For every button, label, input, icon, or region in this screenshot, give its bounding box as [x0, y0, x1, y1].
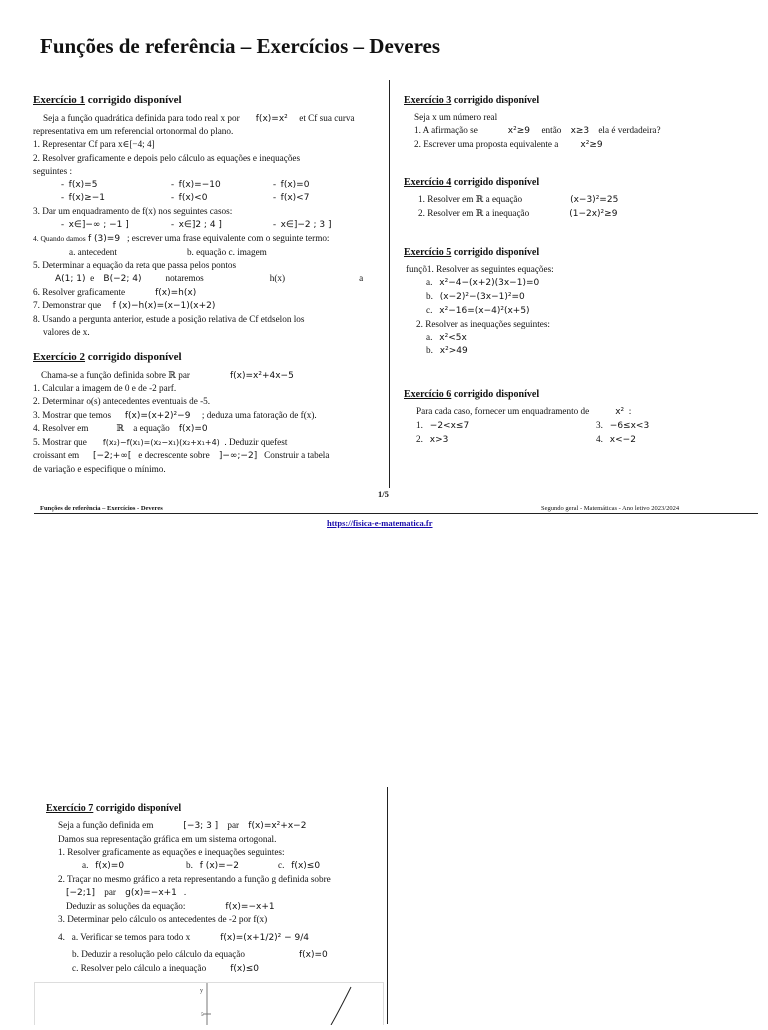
y-tick-label: 5 — [201, 1013, 204, 1018]
exercise-1-heading: Exercício 1 corrigido disponível — [33, 94, 182, 106]
exercise-3: Exercício 3 corrigido disponível Seja x um número real 1. A afirmação se x²≥9 então x≥3 ela é verdadeira? 2. Escrever uma proposta equivalente a x²≥9 — [404, 94, 754, 152]
exercise-1: Exercício 1 corrigido disponível Seja a função quadrática definida para todo real x por f(x)=x² et Cf sua curva representativa em um referencial ortonormal do plano. 1. Representar Cf para x∈[−4; 4] 2. Resolver graficamente e depois pelo cálculo as equações e inequações seguintes : - f(x)=5 - f(x)=−10 - f(x)=0 - f(x)≥−1 - f(x)<0 - f(x)<7 3. Dar um enquadramento de f(x) nos seguintes casos: - x∈]−∞ ; −1 ] - x∈]2 ; 4 ] - x∈]−2 ; 3 ] 4. Quando damos f (3)=9 ; escrever uma frase equivalente com o seguinte termo: a. antecedent b. equação c. imagem 5. Determinar a equação da reta que passa pelos pontos A(1; 1) e B(−2; 4) notaremos h(x) a 6. Resolver graficamente f(x)=h(x) 7. Demonstrar que f (x)−h(x)=(x−1)(x+2) 8. Usando a pergunta anterior, estude a posição relativa de Cf etdselon los valores de x. — [33, 93, 383, 339]
exercise-2: Exercício 2 corrigido disponível Chama-se a função definida sobre ℝ par f(x)=x²+4x−5 1. Calcular a imagem de 0 e de -2 parf. 2. Determinar o(s) antecedentes eventuais de -5. 3. Mostrar que temos f(x)=(x+2)²−9 ; deduza uma fatoração de f(x). 4. Resolver em ℝ a equação f(x)=0 5. Mostrar que f(x₂)−f(x₁)=(x₂−x₁)(x₂+x₁+4) . Deduzir quefest croissant em [−2;+∞[ e decrescente sobre ]−∞;−2] Construir a tabela de variação e especifique o mínimo. — [33, 350, 383, 476]
function-graph — [34, 982, 384, 1025]
y-axis-label: y — [200, 988, 203, 994]
footer-link[interactable]: https://fisica-e-matematica.fr — [327, 518, 433, 528]
graph-svg — [35, 983, 383, 1025]
footer-rule — [34, 513, 758, 514]
footer-right: Segundo geral - Matemáticas - Ano letivo 2023/2024 — [541, 505, 680, 512]
exercise-7: Exercício 7 corrigido disponível Seja a função definida em [−3; 3 ] par f(x)=x²+x−2 Damos sua representação gráfica em um sistema ortogonal. 1. Resolver graficamente as equações e inequações seguintes: a. f(x)=0 b. f (x)=−2 c. f(x)≤0 2. Traçar no mesmo gráfico a reta representando a função g definida sobre [−2;1] par g(x)=−x+1 . Deduzir as soluções da equação: f(x)=−x+1 3. Determinar pelo cálculo os antecedentes de -2 por f(x) 4. a. Verificar se temos para todo x f(x)=(x+1/2)² − 9/4 b. Deduzir a resolução pelo cálculo da equação f(x)=0 c. Resolver pelo cálculo a inequação f(x)≤0 — [46, 802, 386, 976]
footer-left: Funções de referência – Exercícios - Deveres — [40, 505, 163, 512]
exercise-6-heading: Exercício 6 corrigido disponível — [404, 389, 540, 400]
exercise-4: Exercício 4 corrigido disponível 1. Resolver em ℝ a equação (x−3)²=25 2. Resolver em ℝ a inequação (1−2x)²≥9 — [404, 176, 754, 221]
column-divider — [389, 80, 390, 488]
exercise-7-heading: Exercício 7 corrigido disponível — [46, 803, 182, 814]
page-title: Funções de referência – Exercícios – Deveres — [40, 34, 441, 58]
exercise-4-heading: Exercício 4 corrigido disponível — [404, 177, 540, 188]
page-number: 1/5 — [378, 489, 389, 499]
exercise-6: Exercício 6 corrigido disponível Para cada caso, fornecer um enquadramento de x² : 1. −2<x≤7 3. −6≤x<3 2. x>3 4. x<−2 — [404, 388, 754, 446]
parabola-curve — [331, 987, 351, 1025]
column-divider-page2 — [387, 787, 388, 1024]
exercise-5: Exercício 5 corrigido disponível funçõ1. Resolver as seguintes equações: a. x²−4−(x+2)(3x−1)=0 b. (x−2)²−(3x−1)²=0 c. x²−16=(x−4)²(x+5) 2. Resolver as inequações seguintes: a. x²<5x b. x²>49 — [404, 246, 754, 358]
exercise-5-heading: Exercício 5 corrigido disponível — [404, 247, 540, 258]
exercise-2-heading: Exercício 2 corrigido disponível — [33, 351, 182, 363]
exercise-3-heading: Exercício 3 corrigido disponível — [404, 95, 540, 106]
